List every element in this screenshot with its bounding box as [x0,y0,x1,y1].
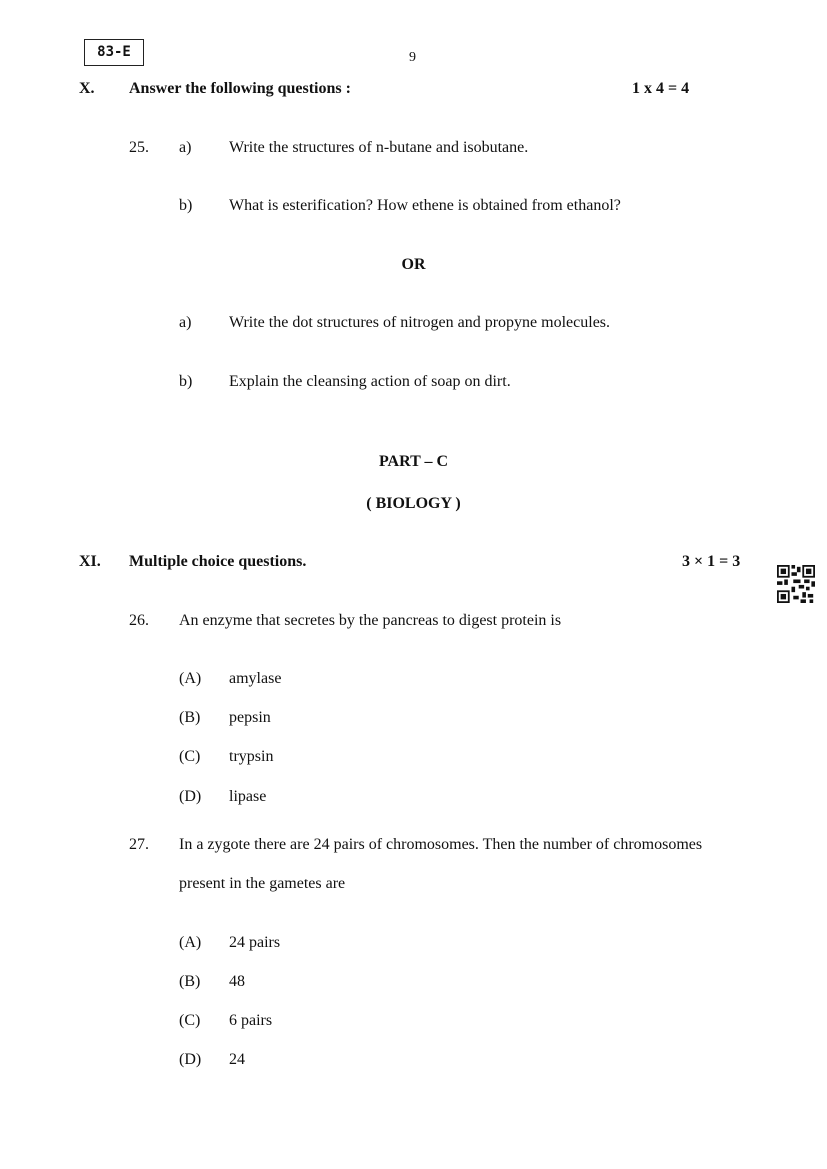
question-25-number: 25. [129,139,149,156]
q26-option-a-label: (A) [179,670,202,687]
question-27-line2: present in the gametes are [179,875,346,892]
q27-option-b-label: (B) [179,973,201,990]
question-25b-label: b) [179,197,193,214]
q27-option-a-label: (A) [179,934,202,951]
question-25b-text: What is esterification? How ethene is obtained from ethanol? [229,197,621,214]
q26-option-c-label: (C) [179,748,201,765]
question-25-alt-a-text: Write the dot structures of nitrogen and propyne molecules. [229,314,611,331]
section-xi-number: XI. [79,553,101,570]
q26-option-d-text: lipase [229,788,267,805]
q27-option-c-text: 6 pairs [229,1012,273,1029]
section-x-number: X. [79,80,95,97]
question-25-alt-b-label: b) [179,373,193,390]
q26-option-d-label: (D) [179,788,202,805]
question-25-alt-a-label: a) [179,314,192,331]
section-xi-title: Multiple choice questions. [129,553,307,570]
q27-option-c-label: (C) [179,1012,201,1029]
qr-code-icon [777,565,815,603]
question-26-number: 26. [129,612,149,629]
question-25a-text: Write the structures of n-butane and isobutane. [229,139,529,156]
q27-option-a-text: 24 pairs [229,934,281,951]
q27-option-d-text: 24 [229,1051,245,1068]
q26-option-b-label: (B) [179,709,201,726]
q26-option-a-text: amylase [229,670,282,687]
section-x-title: Answer the following questions : [129,80,351,97]
section-x-marks: 1 x 4 = 4 [632,80,690,97]
or-separator: OR [401,256,426,273]
paper-code-badge: 83-E [84,39,144,66]
question-27-number: 27. [129,836,149,853]
question-25a-label: a) [179,139,192,156]
part-subject: ( BIOLOGY ) [366,495,461,512]
question-25-alt-b-text: Explain the cleansing action of soap on dirt. [229,373,511,390]
part-title: PART – C [378,453,449,470]
question-26-text: An enzyme that secretes by the pancreas to digest protein is [179,612,562,629]
q27-option-b-text: 48 [229,973,245,990]
q26-option-b-text: pepsin [229,709,271,726]
page-number: 9 [409,50,416,65]
q27-option-d-label: (D) [179,1051,202,1068]
q26-option-c-text: trypsin [229,748,274,765]
section-xi-marks: 3 × 1 = 3 [682,553,741,570]
question-27-line1: In a zygote there are 24 pairs of chromosomes. Then the number of chromosomes [179,836,703,853]
